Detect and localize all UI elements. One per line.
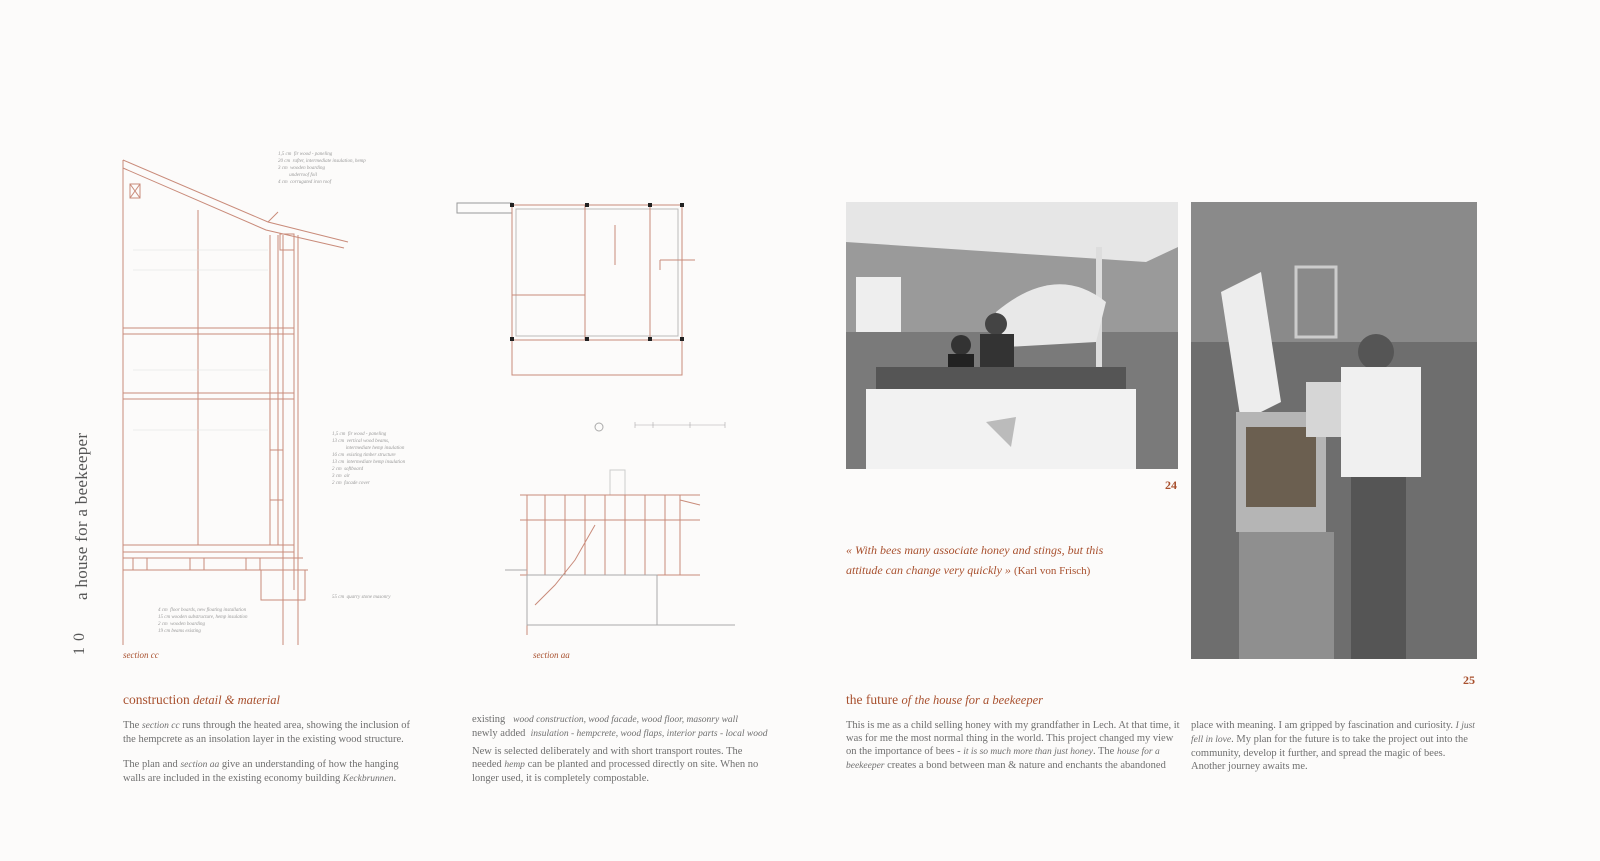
term-keckbrunnen: Keckbrunnen (342, 774, 394, 784)
construction-heading (123, 692, 280, 708)
document-title: a house for a beekeeper (72, 432, 91, 600)
page-number-left: 10 (71, 627, 88, 655)
future-paragraph-2 (1191, 719, 1481, 773)
emphasis-text: it is so much more than just honey (963, 747, 1093, 757)
section-aa-caption: section aa (533, 650, 570, 660)
emphasis-text: I just fell in love (1191, 721, 1475, 745)
floor-plan-drawing (455, 185, 755, 435)
honey-stand-photo (846, 202, 1178, 469)
page-number-24: 24 (1165, 478, 1177, 492)
construction-heading-italic: detail & material (193, 693, 280, 707)
future-heading-italic: the house for a beekeeper (914, 693, 1044, 707)
existing-value: wood construction, wood facade, wood floor, masonry wall (513, 715, 738, 725)
term-hemp: hemp (504, 760, 525, 770)
emphasis-text: house for a beekeeper (846, 747, 1160, 771)
future-heading-bold: the future (846, 692, 899, 707)
honey-stand-photo-illustration (846, 202, 1178, 469)
text-fragment: runs through the heated area, showing the inclusion of the hempcrete as an insolation layer in the existing wood structure. (123, 720, 411, 745)
text-fragment: New is selected deliberately and with short transport routes. The needed (472, 746, 743, 770)
materials-list (472, 713, 782, 741)
construction-heading-bold: construction (123, 692, 190, 707)
term-section-cc: section cc (141, 721, 180, 731)
future-paragraph-1 (846, 719, 1181, 773)
existing-label: existing (472, 714, 506, 725)
text-fragment: The plan and (123, 759, 178, 770)
text-fragment: The (123, 720, 140, 731)
added-value: insulation - hempcrete, wood flaps, interior parts - local wood (530, 729, 768, 739)
beekeeper-photo (1191, 202, 1477, 659)
section-cc-caption: section cc (123, 650, 159, 660)
term-section-aa: section aa (180, 760, 220, 770)
future-heading-of: of (901, 693, 912, 707)
section-cc-drawing (118, 150, 418, 660)
text-fragment: . My plan for the future is to take the project out into the community, develop it further, and spread the magic of bees. Another journey awaits me. (1191, 734, 1468, 772)
quote-author: (Karl von Frisch) (1013, 565, 1091, 577)
construction-paragraph-3 (472, 745, 772, 785)
beekeeper-photo-illustration (1191, 202, 1477, 659)
text-fragment: . (393, 773, 397, 784)
added-materials-row (472, 727, 782, 741)
text-fragment: This is me as a child selling honey with my grandfather in Lech. At that time, it was for me the most normal thing in the world. This project changed my view on the importance of bees - (846, 720, 1180, 757)
page-number-25: 25 (1463, 673, 1475, 687)
floor-layer-notes: 4 cm floor boards, new floating installation 15 cm wooden substructure, hemp insulation 2 cm wooden boarding 19 cm beams existing (158, 608, 248, 634)
text-fragment: can be planted and processed directly on site. When no longer used, it is completely compostable. (472, 759, 759, 784)
text-fragment: . The (1092, 746, 1115, 757)
frisch-quote (846, 540, 1116, 581)
text-fragment: creates a bond between man & nature and enchants the abandoned (887, 760, 1166, 771)
existing-materials-row (472, 713, 782, 727)
construction-paragraph-2 (123, 758, 423, 786)
roof-layer-notes: 1,5 cm fir wood - paneling 20 cm rafter, intermediate insulation, hemp 3 cm wooden boarding underroof foil 4 cm corrugated iron roof (278, 152, 366, 185)
masonry-note: 55 cm quarry stone masonry (332, 595, 391, 600)
section-aa-drawing (505, 465, 745, 645)
added-label: newly added (472, 728, 526, 739)
construction-paragraph-1 (123, 719, 423, 746)
sidebar (52, 432, 92, 660)
quote-text: « With bees many associate honey and stings, but this attitude can change very quickly » (846, 543, 1104, 577)
future-heading (846, 692, 1043, 708)
wall-layer-notes: 1,5 cm fir wood - paneling 13 cm vertical wood beams, intermediate hemp insulation 16 cm existing timber structure 13 cm intermediate hemp insulation 2 cm softboard 3 cm air 2 cm facade cover (332, 432, 406, 486)
text-fragment: place with meaning. I am gripped by fascination and curiosity. (1191, 720, 1454, 731)
text-fragment: give an understanding of how the hanging walls are included in the existing economy building (123, 759, 399, 784)
